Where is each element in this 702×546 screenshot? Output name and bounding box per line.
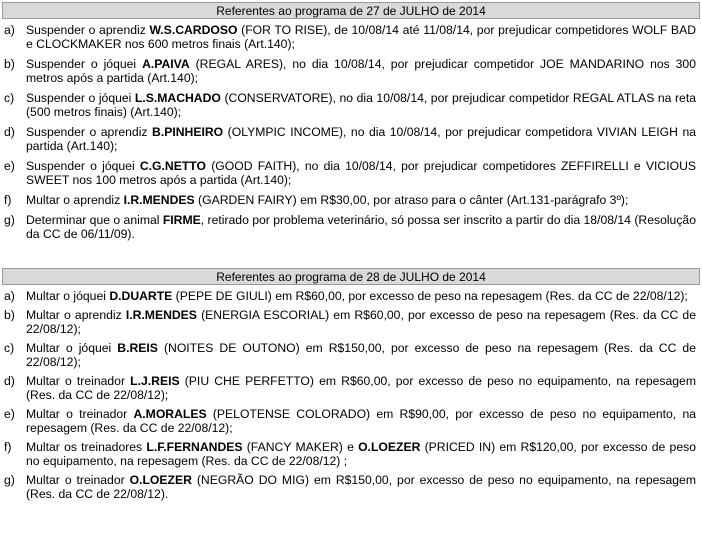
- item-text: Multar os treinadores L.F.FERNANDES (FANCY MAKER) e O.LOEZER (PRICED IN) em R$120,00, por excesso de peso no equipamento, na repesagem (Res. da CC de 22/08/12) ;: [26, 439, 696, 468]
- person-name: L.S.MACHADO: [134, 91, 221, 105]
- list-item: [2, 374, 700, 402]
- person-name-2: O.LOEZER: [358, 439, 421, 454]
- list-item: [2, 341, 700, 369]
- person-name: A.MORALES: [133, 406, 207, 421]
- person-name: D.DUARTE: [109, 289, 173, 303]
- person-name: B.PINHEIRO: [152, 125, 224, 139]
- item-letter: d): [4, 373, 15, 388]
- item-list: [2, 285, 700, 501]
- item-text: Multar o treinador O.LOEZER (NEGRÃO DO MIG) em R$150,00, por excesso de peso no equipamento, na repesagem (Res. da CC de 22/08/12).: [26, 472, 696, 501]
- item-text: Determinar que o animal FIRME, retirado por problema veterinário, só possa ser inscrito a partir do dia 18/08/14 (Resolução da CC de 06/11/09).: [26, 212, 696, 241]
- list-item: [2, 57, 700, 85]
- item-letter: e): [4, 406, 15, 421]
- item-letter: b): [4, 57, 15, 71]
- list-item: [2, 91, 700, 119]
- item-text: Suspender o aprendiz W.S.CARDOSO (FOR TO RISE), de 10/08/14 até 11/08/14, por prejudicar competidores WOLF BAD e CLOCKMAKER nos 600 metros finais (Art.140);: [26, 23, 696, 52]
- item-letter: e): [4, 159, 15, 173]
- item-text: Multar o jóquei B.REIS (NOITES DE OUTONO) em R$150,00, por excesso de peso na repesagem (Res. da CC de 22/08/12);: [26, 340, 696, 369]
- person-name: L.F.FERNANDES: [146, 439, 243, 454]
- item-text: Suspender o aprendiz B.PINHEIRO (OLYMPIC INCOME), no dia 10/08/14, por prejudicar competidora VIVIAN LEIGH na partida (Art.140);: [26, 125, 697, 154]
- list-item: [2, 407, 700, 435]
- animal-name: FIRME: [162, 212, 201, 227]
- item-text: Multar o jóquei D.DUARTE (PEPE DE GIULI) em R$60,00, por excesso de peso na repesagem (Res. da CC de 22/08/12);: [26, 289, 688, 303]
- list-item: [2, 213, 700, 241]
- section-28-julho: [2, 268, 700, 506]
- list-item: [2, 440, 700, 468]
- list-item: [2, 23, 700, 51]
- section-header: Referentes ao programa de 28 de JULHO de 2014: [2, 268, 700, 285]
- person-name: L.J.REIS: [130, 373, 180, 388]
- person-name: A.PAIVA: [142, 57, 190, 71]
- person-name: W.S.CARDOSO: [149, 23, 238, 37]
- person-name: I.R.MENDES: [125, 307, 197, 322]
- person-name: B.REIS: [117, 340, 158, 355]
- item-letter: a): [4, 23, 15, 37]
- item-letter: g): [4, 212, 15, 227]
- list-item: [2, 125, 700, 153]
- item-text: Suspender o jóquei L.S.MACHADO (CONSERVATORE), no dia 10/08/14, por prejudicar competidor REGAL ATLAS na reta (500 metros finais) (Art.140);: [26, 91, 696, 120]
- list-item: [2, 473, 700, 501]
- section-27-julho: [2, 2, 700, 247]
- item-text: Multar o aprendiz I.R.MENDES (GARDEN FAIRY) em R$30,00, por atraso para o cânter (Art.131-parágrafo 3º);: [26, 193, 629, 207]
- person-name: I.R.MENDES: [123, 193, 195, 207]
- item-text: Multar o aprendiz I.R.MENDES (ENERGIA ESCORIAL) em R$60,00, por excesso de peso na repesagem (Res. da CC de 22/08/12);: [26, 307, 696, 336]
- list-item: [2, 159, 700, 187]
- item-text: Suspender o jóquei C.G.NETTO (GOOD FAITH), no dia 10/08/14, por prejudicar competidores ZEFFIRELLI e VICIOUS SWEET nos 100 metros após a partida (Art.140);: [26, 159, 697, 188]
- item-text: Multar o treinador A.MORALES (PELOTENSE COLORADO) em R$90,00, por excesso de peso no equipamento, na repesagem (Res. da CC de 22/08/12);: [26, 406, 696, 435]
- item-text: Suspender o jóquei A.PAIVA (REGAL ARES), no dia 10/08/14, por prejudicar competidor JOE MANDARINO nos 300 metros após a partida (Art.140);: [26, 57, 696, 86]
- item-letter: g): [4, 472, 15, 487]
- list-item: [2, 289, 700, 303]
- item-list: [2, 19, 700, 241]
- item-letter: b): [4, 307, 15, 322]
- list-item: [2, 193, 700, 207]
- item-letter: c): [4, 340, 15, 355]
- person-name: C.G.NETTO: [139, 159, 206, 173]
- item-text: Multar o treinador L.J.REIS (PIU CHE PERFETTO) em R$60,00, por excesso de peso no equipamento, na repesagem (Res. da CC de 22/08/12);: [26, 373, 696, 402]
- item-letter: f): [4, 193, 12, 207]
- list-item: [2, 308, 700, 336]
- person-name: O.LOEZER: [129, 472, 192, 487]
- item-letter: a): [4, 289, 15, 303]
- item-letter: f): [4, 439, 12, 454]
- item-letter: c): [4, 91, 15, 105]
- section-header: Referentes ao programa de 27 de JULHO de 2014: [2, 2, 700, 19]
- item-letter: d): [4, 125, 15, 139]
